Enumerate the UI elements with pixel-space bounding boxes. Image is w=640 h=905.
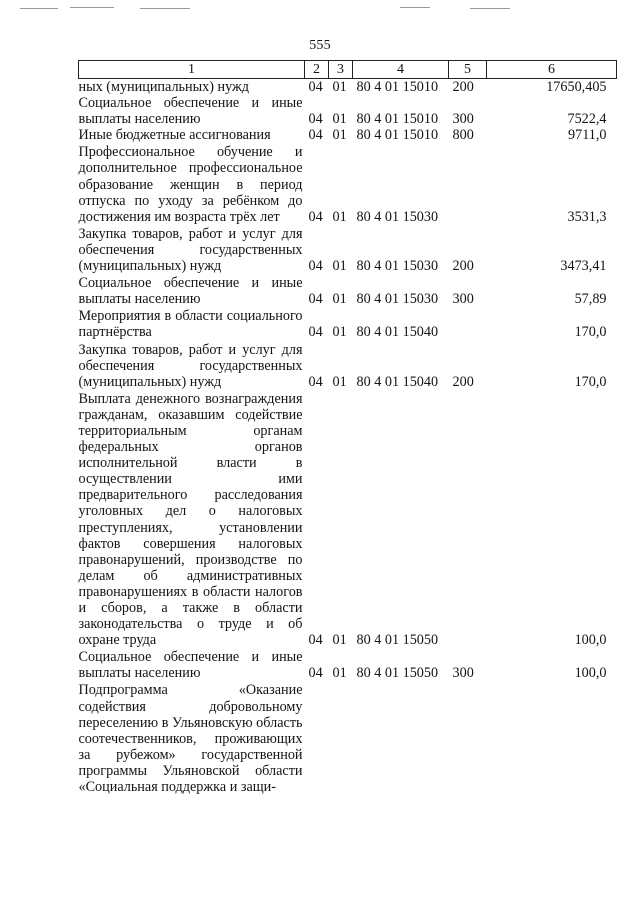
row-section: 04 <box>308 373 323 390</box>
row-subsection: 01 <box>332 127 347 144</box>
row-name: Закупка товаров, работ и услуг для обеспечения государственных (муниципальных) нужд <box>78 225 303 275</box>
row-expense-type <box>449 307 487 340</box>
budget-table <box>78 60 617 795</box>
table-row <box>79 79 617 96</box>
table-row <box>79 341 617 390</box>
page-number: 555 <box>309 38 331 53</box>
budget-table-container <box>78 60 616 795</box>
header-col-5: 5 <box>449 61 487 79</box>
row-target-code: 80 4 01 15040 <box>356 373 439 390</box>
row-target-code: 80 4 01 15050 <box>356 665 439 682</box>
row-amount: 100,0 <box>574 632 607 649</box>
row-name: Иные бюджетные ассигнования <box>78 127 271 144</box>
row-target-code: 80 4 01 15050 <box>356 632 439 649</box>
row-target-code: 80 4 01 15030 <box>356 291 439 308</box>
row-subsection: 01 <box>332 208 347 225</box>
row-subsection: 01 <box>332 291 347 308</box>
row-subsection: 01 <box>332 79 347 95</box>
table-row <box>79 681 617 795</box>
row-expense-type: 800 <box>452 127 474 144</box>
row-section: 04 <box>308 291 323 308</box>
table-row <box>79 274 617 307</box>
row-name: ных (муниципальных) нужд <box>78 79 250 95</box>
row-section: 04 <box>308 258 323 275</box>
row-expense-type: 300 <box>452 665 474 682</box>
row-expense-type: 200 <box>452 258 474 275</box>
table-row <box>79 225 617 274</box>
row-expense-type <box>449 681 487 795</box>
row-target-code: 80 4 01 15030 <box>356 208 439 225</box>
table-row <box>79 648 617 681</box>
row-amount: 100,0 <box>574 665 607 682</box>
row-amount: 170,0 <box>574 324 607 341</box>
header-col-4: 4 <box>353 61 449 79</box>
row-subsection: 01 <box>332 324 347 341</box>
row-expense-type <box>449 390 487 649</box>
header-col-6: 6 <box>487 61 617 79</box>
row-name: Мероприятия в области социального партнёрства <box>78 308 303 341</box>
row-expense-type: 200 <box>452 373 474 390</box>
table-row <box>79 143 617 224</box>
row-section: 04 <box>308 665 323 682</box>
row-name: Закупка товаров, работ и услуг для обеспечения государственных (муниципальных) нужд <box>78 341 303 390</box>
row-target-code <box>353 681 449 795</box>
row-expense-type: 300 <box>452 291 474 308</box>
table-row <box>79 390 617 649</box>
row-section: 04 <box>308 324 323 341</box>
row-target-code: 80 4 01 15010 <box>356 111 439 128</box>
row-subsection: 01 <box>332 111 347 128</box>
row-name: Подпрограмма «Оказание содействия добровольному переселению в Ульяновскую область соотечественников, проживающих за рубежом» государственной программы Ульяновской области «Социальная поддержка и защи- <box>78 682 303 796</box>
header-col-3: 3 <box>329 61 353 79</box>
row-section <box>305 681 329 795</box>
row-name: Выплата денежного вознаграждения гражданам, оказавшим содействие территориальным органам федеральных органов исполнительной власти в осуществлении ими предварительного расследования уголовных дел о налоговых преступлениях, установлении фактов совершения налоговых правонарушений, производстве по делам об административных правонарушениях в области налогов и сборов, а также в области законодательства о труде и об охране труда <box>78 390 303 649</box>
row-amount <box>487 681 617 795</box>
header-col-1: 1 <box>79 61 305 79</box>
table-row <box>79 307 617 340</box>
row-name: Социальное обеспечение и иные выплаты населению <box>78 649 303 682</box>
row-amount: 57,89 <box>574 291 607 308</box>
table-row <box>79 127 617 143</box>
row-subsection: 01 <box>332 373 347 390</box>
row-section: 04 <box>308 111 323 128</box>
table-header-row <box>79 61 617 79</box>
row-amount: 3531,3 <box>567 208 607 225</box>
row-amount: 17650,405 <box>546 79 607 95</box>
row-name: Профессиональное обучение и дополнительное профессиональное образование женщин в период отпуска по уходу за ребёнком до достижения им возраста трёх лет <box>78 144 303 225</box>
row-amount: 170,0 <box>574 373 607 390</box>
row-name: Социальное обеспечение и иные выплаты населению <box>78 95 303 128</box>
row-expense-type <box>449 143 487 224</box>
row-amount: 7522,4 <box>567 111 607 128</box>
row-expense-type: 200 <box>452 79 474 95</box>
row-subsection: 01 <box>332 258 347 275</box>
row-section: 04 <box>308 127 323 144</box>
row-amount: 3473,41 <box>560 258 607 275</box>
table-row <box>79 95 617 127</box>
row-section: 04 <box>308 632 323 649</box>
header-col-2: 2 <box>305 61 329 79</box>
row-section: 04 <box>308 208 323 225</box>
row-section: 04 <box>308 79 323 95</box>
row-target-code: 80 4 01 15010 <box>356 127 439 144</box>
row-name: Социальное обеспечение и иные выплаты населению <box>78 275 303 308</box>
row-subsection: 01 <box>332 665 347 682</box>
row-subsection <box>329 681 353 795</box>
row-target-code: 80 4 01 15030 <box>356 258 439 275</box>
row-target-code: 80 4 01 15040 <box>356 324 439 341</box>
row-amount: 9711,0 <box>568 127 607 144</box>
row-target-code: 80 4 01 15010 <box>356 79 439 95</box>
row-subsection: 01 <box>332 632 347 649</box>
row-expense-type: 300 <box>452 111 474 128</box>
